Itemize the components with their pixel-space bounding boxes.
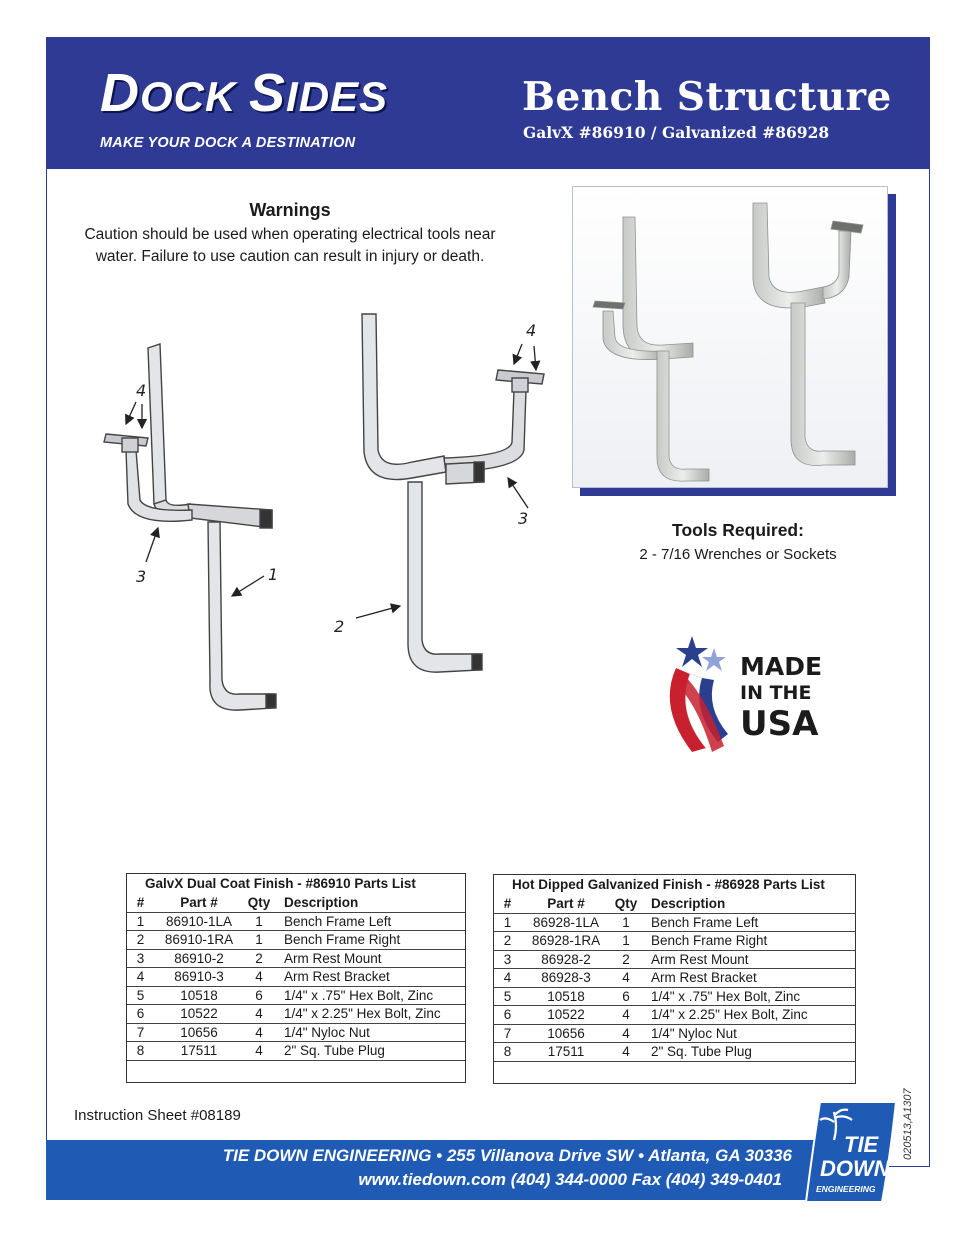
callout-3-right: 3 [518, 509, 529, 528]
parts-list-title: GalvX Dual Coat Finish - #86910 Parts List [145, 876, 416, 891]
cell: Arm Rest Mount [274, 949, 465, 968]
parts-list-title: Hot Dipped Galvanized Finish - #86928 Parts List [512, 877, 825, 892]
cell: 4 [244, 1023, 274, 1042]
cell: 8 [494, 1043, 521, 1062]
usa-text: USA [740, 704, 819, 744]
col-header: Description [651, 895, 726, 911]
table-row [494, 987, 855, 1006]
cell: 1/4" x .75" Hex Bolt, Zinc [641, 987, 855, 1006]
cell: 17511 [154, 1042, 244, 1061]
brand-wordmark: DOCK SIDES [100, 63, 389, 123]
warnings-heading: Warnings [249, 200, 331, 220]
usa-ribbon-icon [662, 628, 742, 756]
cell: 1 [244, 912, 274, 931]
cell: 6 [127, 1005, 154, 1024]
tagline: MAKE YOUR DOCK A DESTINATION [100, 135, 356, 151]
cell: 2" Sq. Tube Plug [274, 1042, 465, 1061]
cell: 10518 [154, 986, 244, 1005]
cell: 1/4" Nyloc Nut [274, 1023, 465, 1042]
cell: 6 [611, 987, 641, 1006]
table-row [127, 912, 465, 931]
table-row [494, 950, 855, 969]
cell: 2 [611, 950, 641, 969]
cell: 86928-2 [521, 950, 611, 969]
cell: 10522 [154, 1005, 244, 1024]
cell: 7 [127, 1023, 154, 1042]
bench-frame-right-drawing [362, 314, 544, 672]
table-row [494, 1024, 855, 1043]
callout-4-right: 4 [526, 321, 537, 340]
instruction-sheet-number: Instruction Sheet #08189 [74, 1107, 241, 1124]
cell: 86910-1LA [154, 912, 244, 931]
table-row [494, 1006, 855, 1025]
cell: 1/4" x .75" Hex Bolt, Zinc [274, 986, 465, 1005]
cell: 1/4" x 2.25" Hex Bolt, Zinc [274, 1005, 465, 1024]
logo-tie-text: TIE [844, 1132, 879, 1157]
cell: Bench Frame Right [641, 932, 855, 951]
col-header: Description [284, 894, 359, 910]
callout-3-left: 3 [136, 567, 147, 586]
made-in-usa-badge [662, 628, 832, 756]
bench-render-image [573, 187, 889, 489]
tie-down-engineering-logo [804, 1098, 900, 1206]
cell: Bench Frame Left [274, 912, 465, 931]
table-row-empty [127, 1060, 465, 1082]
cell: 8 [127, 1042, 154, 1061]
cell: 1/4" Nyloc Nut [641, 1024, 855, 1043]
cell: 6 [494, 1006, 521, 1025]
table-row [127, 1005, 465, 1024]
cell: 10656 [521, 1024, 611, 1043]
cell: 4 [127, 968, 154, 987]
product-photo [572, 186, 888, 488]
cell: 2 [244, 949, 274, 968]
table-row [127, 949, 465, 968]
cell: 2 [127, 931, 154, 950]
logo-engineering-text: ENGINEERING [816, 1184, 876, 1194]
cell: 6 [244, 986, 274, 1005]
cell: Bench Frame Left [641, 913, 855, 932]
bench-frame-left-drawing [104, 344, 279, 710]
cell: 4 [611, 969, 641, 988]
cell: 86928-1LA [521, 913, 611, 932]
cell: 1 [611, 913, 641, 932]
cell: 4 [244, 1042, 274, 1061]
footer-contact: www.tiedown.com (404) 344-0000 Fax (404) 349-0401 [358, 1170, 782, 1189]
cell: 10522 [521, 1006, 611, 1025]
table-row-empty [494, 1061, 855, 1083]
cell: Arm Rest Mount [641, 950, 855, 969]
cell: 3 [494, 950, 521, 969]
assembly-diagram [100, 300, 570, 730]
in-the-text: IN THE [740, 682, 812, 704]
logo-down-text: DOWN [820, 1156, 890, 1181]
cell: 1/4" x 2.25" Hex Bolt, Zinc [641, 1006, 855, 1025]
cell: 1 [494, 913, 521, 932]
parts-table [494, 894, 855, 1083]
parts-list-galvanized [493, 874, 856, 1084]
cell: 4 [611, 1024, 641, 1043]
cell: 2" Sq. Tube Plug [641, 1043, 855, 1062]
footer-address: TIE DOWN ENGINEERING • 255 Villanova Drive SW • Atlanta, GA 30336 [222, 1146, 792, 1165]
col-header: # [503, 895, 512, 911]
cell: 3 [127, 949, 154, 968]
cell: 1 [127, 912, 154, 931]
table-row [127, 931, 465, 950]
cell: 4 [244, 968, 274, 987]
col-header: Qty [614, 895, 638, 911]
table-row [494, 913, 855, 932]
cell: 86910-3 [154, 968, 244, 987]
tools-required-text: 2 - 7/16 Wrenches or Sockets [639, 546, 837, 563]
cell: 10518 [521, 987, 611, 1006]
table-row [127, 968, 465, 987]
cell: 5 [127, 986, 154, 1005]
warnings-text: Caution should be used when operating electrical tools near water. Failure to use caution can result in injury or death. [84, 226, 496, 265]
table-row [494, 1043, 855, 1062]
cell: 4 [611, 1006, 641, 1025]
cell: 10656 [154, 1023, 244, 1042]
callout-4-left: 4 [136, 381, 147, 400]
cell: Bench Frame Right [274, 931, 465, 950]
cell: 2 [494, 932, 521, 951]
parts-table [127, 893, 465, 1082]
cell: 4 [494, 969, 521, 988]
callout-1: 1 [268, 565, 279, 584]
table-row [494, 969, 855, 988]
table-header-row [494, 894, 855, 913]
dock-sides-logo [100, 62, 390, 122]
tools-required-heading: Tools Required: [672, 520, 804, 540]
parts-list-galvx [126, 873, 466, 1083]
table-row [494, 932, 855, 951]
cell: 1 [244, 931, 274, 950]
col-header: Part # [547, 895, 585, 911]
table-row [127, 1023, 465, 1042]
cell: 86928-3 [521, 969, 611, 988]
cell: 1 [611, 932, 641, 951]
col-header: # [136, 894, 145, 910]
made-text: MADE [740, 652, 823, 681]
page-title: Bench Structure [522, 74, 892, 120]
cell: 86910-2 [154, 949, 244, 968]
callout-2: 2 [334, 617, 345, 636]
page-subtitle: GalvX #86910 / Galvanized #86928 [523, 123, 830, 142]
cell: Arm Rest Bracket [641, 969, 855, 988]
cell: 86928-1RA [521, 932, 611, 951]
cell: Arm Rest Bracket [274, 968, 465, 987]
cell: 4 [244, 1005, 274, 1024]
table-row [127, 986, 465, 1005]
col-header: Qty [247, 894, 271, 910]
cell: 5 [494, 987, 521, 1006]
col-header: Part # [180, 894, 218, 910]
cell: 4 [611, 1043, 641, 1062]
cell: 86910-1RA [154, 931, 244, 950]
table-row [127, 1042, 465, 1061]
cell: 7 [494, 1024, 521, 1043]
document-code: 020513,A1307 [902, 1088, 914, 1160]
table-header-row [127, 893, 465, 912]
cell: 17511 [521, 1043, 611, 1062]
